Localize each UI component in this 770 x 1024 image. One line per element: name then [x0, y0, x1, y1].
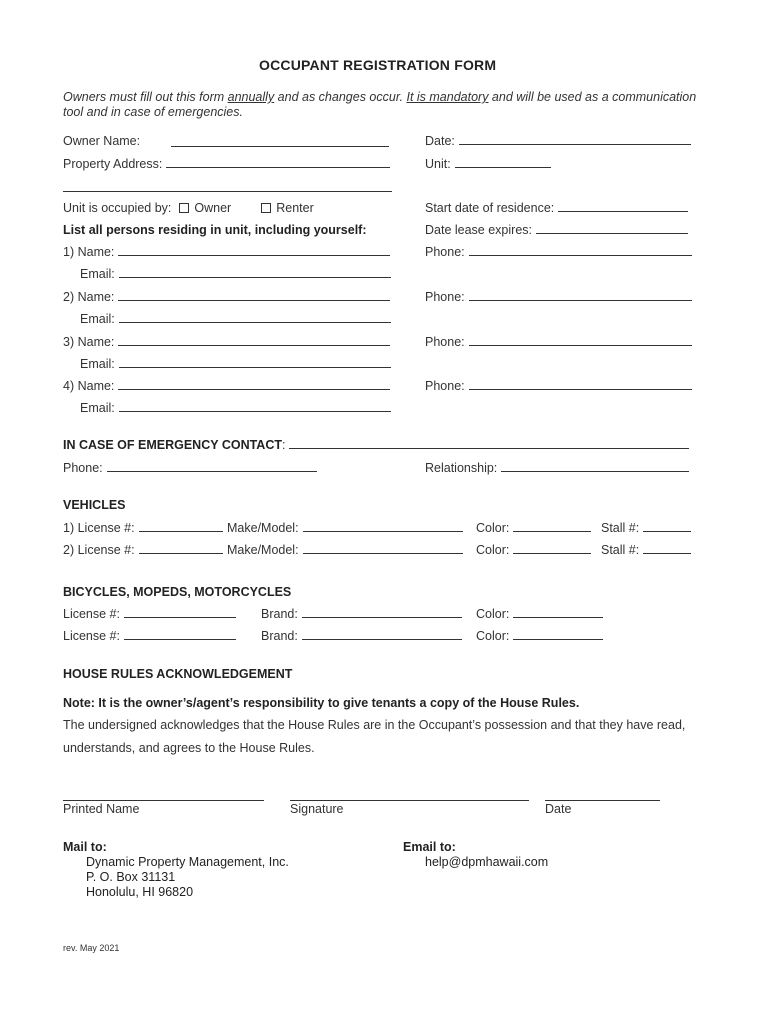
date-field[interactable] — [425, 134, 691, 148]
intro-part: and will be used as a communication tool and in case of emergencies. — [63, 90, 697, 119]
vehicle-2-stall-field[interactable] — [601, 543, 691, 557]
person-name-label: 4) Name: — [63, 379, 115, 393]
person-4-name-field[interactable] — [63, 379, 390, 393]
mail-to-label: Mail to: — [63, 840, 107, 854]
vehicle-1-license-field[interactable] — [63, 521, 223, 535]
renter-checkbox[interactable] — [261, 203, 271, 213]
relationship-field[interactable] — [425, 461, 689, 475]
person-3-email-field[interactable] — [80, 357, 391, 371]
vehicle-make-label: Make/Model: — [227, 521, 299, 535]
owner-name-label: Owner Name: — [63, 134, 141, 148]
emergency-phone-label: Phone: — [63, 461, 103, 475]
person-phone-label: Phone: — [425, 379, 465, 393]
unit-field[interactable] — [425, 157, 551, 171]
occupied-by-label: Unit is occupied by: — [63, 201, 172, 215]
person-email-label: Email: — [80, 357, 115, 371]
bike-2-color-field[interactable] — [476, 629, 603, 643]
person-name-label: 3) Name: — [63, 335, 115, 349]
property-address-label: Property Address: — [63, 157, 163, 171]
emergency-colon: : — [282, 438, 286, 452]
house-rules-note: Note: It is the owner’s/agent’s responsibility to give tenants a copy of the House Rules. — [63, 696, 580, 710]
vehicles-heading: VEHICLES — [63, 498, 126, 512]
property-address-field[interactable] — [63, 157, 390, 171]
bike-license-label: License #: — [63, 629, 120, 643]
mail-address-line2: P. O. Box 31131 — [86, 870, 176, 884]
lease-expires-label: Date lease expires: — [425, 223, 533, 237]
owner-checkbox[interactable] — [179, 203, 189, 213]
person-1-name-field[interactable] — [63, 245, 390, 259]
vehicle-1-make-field[interactable] — [227, 521, 463, 535]
vehicle-license-label: 2) License #: — [63, 543, 135, 557]
house-rules-text-line2: understands, and agrees to the House Rules. — [63, 741, 315, 755]
emergency-phone-field[interactable] — [63, 461, 317, 475]
email-address-link[interactable]: help@dpmhawaii.com — [425, 855, 549, 869]
person-email-label: Email: — [80, 401, 115, 415]
vehicle-color-label: Color: — [476, 543, 510, 557]
person-1-phone-field[interactable] — [425, 245, 692, 259]
emergency-contact-field[interactable] — [63, 438, 689, 452]
signature-line[interactable] — [290, 800, 529, 801]
house-rules-heading: HOUSE RULES ACKNOWLEDGEMENT — [63, 667, 293, 681]
person-2-email-field[interactable] — [80, 312, 391, 326]
bike-2-brand-field[interactable] — [261, 629, 462, 643]
start-date-label: Start date of residence: — [425, 201, 555, 215]
person-phone-label: Phone: — [425, 245, 465, 259]
person-phone-label: Phone: — [425, 290, 465, 304]
person-3-phone-field[interactable] — [425, 335, 692, 349]
vehicle-2-license-field[interactable] — [63, 543, 223, 557]
property-address-line2[interactable] — [63, 179, 392, 197]
bike-license-label: License #: — [63, 607, 120, 621]
vehicle-stall-label: Stall #: — [601, 543, 640, 557]
vehicle-2-color-field[interactable] — [476, 543, 591, 557]
vehicle-color-label: Color: — [476, 521, 510, 535]
occupied-by-group — [63, 201, 314, 215]
date-signed-line[interactable] — [545, 800, 660, 801]
person-4-phone-field[interactable] — [425, 379, 692, 393]
house-rules-text-line1: The undersigned acknowledges that the House Rules are in the Occupant’s possession and that they have read, — [63, 718, 686, 732]
person-3-name-field[interactable] — [63, 335, 390, 349]
bike-1-license-field[interactable] — [63, 607, 236, 621]
person-name-label: 2) Name: — [63, 290, 115, 304]
person-2-phone-field[interactable] — [425, 290, 692, 304]
person-phone-label: Phone: — [425, 335, 465, 349]
printed-name-label: Printed Name — [63, 802, 140, 816]
form-title: OCCUPANT REGISTRATION FORM — [259, 57, 497, 73]
start-date-field[interactable] — [425, 201, 688, 215]
revision-note: rev. May 2021 — [63, 943, 120, 953]
intro-part: and as changes occur. — [274, 90, 407, 104]
vehicle-2-make-field[interactable] — [227, 543, 463, 557]
intro-mandatory: It is mandatory — [406, 90, 489, 104]
bike-color-label: Color: — [476, 629, 510, 643]
date-label: Date: — [425, 134, 455, 148]
printed-name-line[interactable] — [63, 800, 264, 801]
vehicle-stall-label: Stall #: — [601, 521, 640, 535]
vehicle-1-color-field[interactable] — [476, 521, 591, 535]
renter-option-label: Renter — [276, 201, 314, 215]
unit-label: Unit: — [425, 157, 451, 171]
vehicle-make-label: Make/Model: — [227, 543, 299, 557]
person-1-email-field[interactable] — [80, 267, 391, 281]
intro-annually: annually — [227, 90, 275, 104]
vehicle-1-stall-field[interactable] — [601, 521, 691, 535]
email-to-label: Email to: — [403, 840, 456, 854]
vehicle-license-label: 1) License #: — [63, 521, 135, 535]
mail-address-line3: Honolulu, HI 96820 — [86, 885, 194, 899]
intro-text — [63, 90, 713, 120]
lease-expires-field[interactable] — [425, 223, 688, 237]
bike-color-label: Color: — [476, 607, 510, 621]
person-email-label: Email: — [80, 312, 115, 326]
person-name-label: 1) Name: — [63, 245, 115, 259]
date-signed-label: Date — [545, 802, 572, 816]
bike-brand-label: Brand: — [261, 629, 298, 643]
person-2-name-field[interactable] — [63, 290, 390, 304]
bike-1-brand-field[interactable] — [261, 607, 462, 621]
person-email-label: Email: — [80, 267, 115, 281]
emergency-heading: IN CASE OF EMERGENCY CONTACT — [63, 438, 282, 452]
intro-part: Owners must fill out this form — [63, 90, 228, 104]
bike-1-color-field[interactable] — [476, 607, 603, 621]
bike-brand-label: Brand: — [261, 607, 298, 621]
mail-address-line1: Dynamic Property Management, Inc. — [86, 855, 289, 869]
owner-name-field[interactable] — [171, 134, 389, 152]
persons-list-label: List all persons residing in unit, including yourself: — [63, 223, 367, 237]
owner-option-label: Owner — [194, 201, 232, 215]
relationship-label: Relationship: — [425, 461, 498, 475]
person-4-email-field[interactable] — [80, 401, 391, 415]
signature-label: Signature — [290, 802, 344, 816]
bike-2-license-field[interactable] — [63, 629, 236, 643]
bikes-heading: BICYCLES, MOPEDS, MOTORCYCLES — [63, 585, 292, 599]
